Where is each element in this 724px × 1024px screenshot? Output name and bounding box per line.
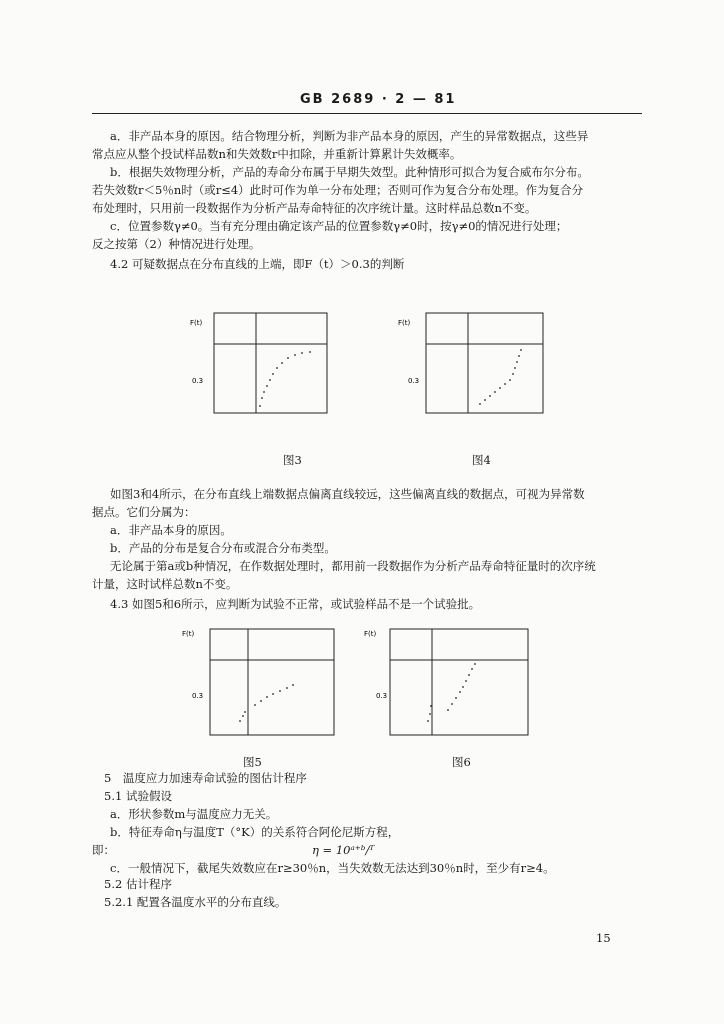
page-number: 15 — [596, 931, 611, 945]
document-header: GB 2689 · 2 — 81 — [300, 92, 457, 107]
figure-4-caption: 图4 — [472, 453, 491, 467]
assumption-a: a．形状参数m与温度应力无关。 — [110, 807, 278, 821]
figure-6-caption: 图6 — [452, 755, 471, 769]
section-5-1-title: 5.1 试验假设 — [104, 789, 172, 803]
after-fig-line2: 据点。它们分属为： — [92, 505, 196, 519]
para-b-line2: 若失效数r＜5％n时（或r≤4）此时可作为单一分布处理；否则可作为复合分布处理。作为复合分 — [92, 183, 584, 197]
section-5-2-title: 5.2 估计程序 — [104, 877, 172, 891]
figure-4 — [398, 310, 548, 415]
whatever-line1: 无论属于第a或b种情况，在作数据处理时，都用前一段数据作为分析产品寿命特征量时的次序统 — [110, 559, 596, 573]
after-fig-line1: 如图3和4所示，在分布直线上端数据点偏离直线较远，这些偏离直线的数据点，可视为异常数 — [110, 487, 585, 501]
para-a-line2: 常点应从整个投试样品数n和失效数r中扣除，并重新计算累计失效概率。 — [92, 147, 462, 161]
fig4-y-label: F(t) — [398, 319, 411, 327]
fig6-mark-label: 0.3 — [376, 692, 388, 700]
figure-5 — [182, 626, 337, 738]
fig5-frame — [210, 629, 334, 735]
figure-6 — [362, 626, 532, 738]
fig3-points — [259, 351, 311, 407]
section-5-title: 5 温度应力加速寿命试验的图估计程序 — [104, 771, 307, 785]
list-b: b．产品的分布是复合分布或混合分布类型。 — [110, 541, 336, 555]
whatever-line2: 计量，这时试样总数n不变。 — [92, 577, 238, 591]
fig6-frame — [390, 629, 528, 735]
fig4-mark-label: 0.3 — [408, 377, 420, 385]
list-a: a．非产品本身的原因。 — [110, 523, 232, 537]
arrhenius-formula: η = 10ᵃ⁺ᵇ/ᵀ — [312, 843, 375, 857]
assumption-c: c．一般情况下，截尾失效数应在r≥30％n，当失效数无法达到30％n时，至少有r≥4。 — [110, 861, 555, 875]
fig6-y-label: F(t) — [364, 630, 377, 638]
para-c-line1: c．位置参数γ≠0。当有充分理由确定该产品的位置参数γ≠0时，按γ≠0的情况进行处理； — [110, 219, 568, 233]
fig5-mark-label: 0.3 — [192, 692, 204, 700]
section-4-2: 4.2 可疑数据点在分布直线的上端，即F（t）＞0.3的判断 — [110, 257, 405, 271]
fig4-frame — [426, 313, 543, 413]
fig4-points — [479, 349, 522, 405]
header-rule — [92, 113, 642, 114]
section-4-3: 4.3 如图5和6所示，应判断为试验不正常，或试验样品不是一个试验批。 — [110, 597, 481, 611]
para-b-line1: b．根据失效物理分析，产品的寿命分布属于早期失效型。此种情形可拟合为复合威布尔分布。 — [110, 165, 589, 179]
fig6-points — [427, 663, 476, 722]
assumption-b: b．特征寿命η与温度T（°K）的关系符合阿伦尼斯方程， — [110, 825, 400, 839]
fig5-points — [239, 684, 294, 722]
figure-3 — [190, 310, 330, 415]
section-5-2-1-title: 5.2.1 配置各温度水平的分布直线。 — [104, 895, 287, 909]
fig5-y-label: F(t) — [182, 630, 195, 638]
fig3-frame — [214, 313, 327, 413]
figure-5-caption: 图5 — [243, 755, 262, 769]
formula-prefix: 即： — [92, 843, 115, 857]
figure-3-caption: 图3 — [283, 453, 302, 467]
fig3-y-label: F(t) — [190, 319, 203, 327]
para-c-line2: 反之按第（2）种情况进行处理。 — [92, 237, 261, 251]
para-a-line1: a．非产品本身的原因。结合物理分析，判断为非产品本身的原因，产生的异常数据点，这些异 — [110, 129, 589, 143]
fig3-mark-label: 0.3 — [192, 377, 204, 385]
para-b-line3: 布处理时，只用前一段数据作为分析产品寿命特征的次序统计量。这时样品总数n不变。 — [92, 201, 537, 215]
